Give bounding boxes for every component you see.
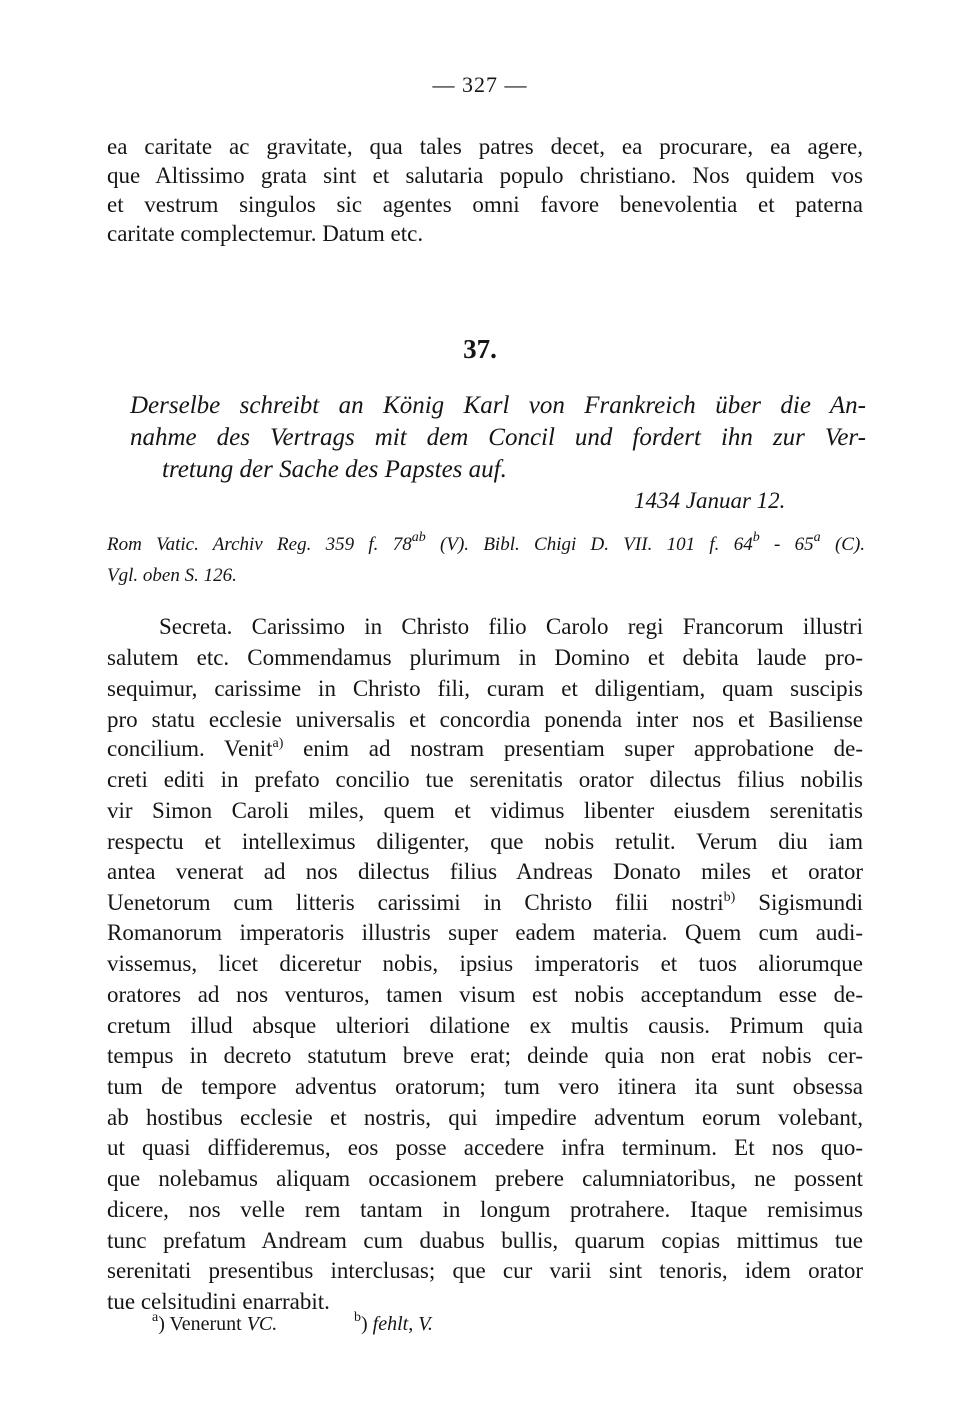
text-line: ab hostibus ecclesie et nostris, qui impedire adventum eorum volebant, bbox=[107, 1105, 863, 1130]
regest-line: Derselbe schreibt an König Karl von Frankreich über die An- bbox=[130, 392, 866, 419]
text-line: creti editi in prefato concilio tue serenitatis orator dilectus filius nobilis bbox=[107, 767, 863, 792]
text-line: tue celsitudini enarrabit. bbox=[107, 1289, 330, 1314]
regest-line: tretung der Sache des Papstes auf. bbox=[162, 456, 507, 483]
text-line: ea caritate ac gravitate, qua tales patres decet, ea procurare, ea agere, bbox=[107, 134, 863, 159]
text-line: Romanorum imperatoris illustris super eadem materia. Quem cum audi- bbox=[107, 920, 863, 945]
text-line: caritate complectemur. Datum etc. bbox=[107, 221, 424, 246]
document-number: 37. bbox=[463, 334, 497, 364]
text-line: dicere, nos velle rem tantam in longum protrahere. Itaque remisimus bbox=[107, 1197, 863, 1222]
text-line: salutem etc. Commendamus plurimum in Domino et debita laude pro- bbox=[107, 645, 863, 670]
text-line: oratores ad nos venturos, tamen visum est nobis acceptandum esse de- bbox=[107, 982, 863, 1007]
text-line: tempus in decreto statutum breve erat; deinde quia non erat nobis cer- bbox=[107, 1043, 863, 1068]
text-line: tum de tempore adventus oratorum; tum vero itinera ita sunt obsessa bbox=[107, 1074, 863, 1099]
text-line: tunc prefatum Andream cum duabus bullis, quarum copias mittimus tue bbox=[107, 1228, 863, 1253]
text-line: que nolebamus aliquam occasionem prebere calumniatoribus, ne possent bbox=[107, 1166, 863, 1191]
document-date: 1434 Januar 12. bbox=[634, 488, 786, 513]
footnote-ref-b[interactable]: b) bbox=[723, 890, 736, 905]
text-line: sequimur, carissime in Christo fili, curam et diligentiam, quam suscipis bbox=[107, 676, 863, 701]
regest-line: nahme des Vertrags mit dem Concil und fordert ihn zur Ver- bbox=[130, 424, 866, 451]
footnote-a: $^a$) Venerunt VC. bbox=[152, 1310, 278, 1335]
footnote-b: $^b$) fehlt, V. bbox=[354, 1310, 433, 1335]
page-number: — 327 — bbox=[432, 72, 528, 97]
text-line: Secreta. Carissimo in Christo filio Carolo regi Francorum illustri bbox=[159, 614, 863, 639]
text-line: serenitati presentibus interclusas; que cur varii sint tenoris, idem orator bbox=[107, 1258, 863, 1283]
text-line: vir Simon Caroli miles, quem et vidimus libenter eiusdem serenitatis bbox=[107, 798, 863, 823]
text-line: et vestrum singulos sic agentes omni favore benevolentia et paterna bbox=[107, 192, 863, 217]
text-line: respectu et intelleximus diligenter, que nobis retulit. Verum diu iam bbox=[107, 829, 863, 854]
footnote-ref-a[interactable]: a) bbox=[272, 736, 284, 751]
text-line: pro statu ecclesie universalis et concordia ponenda inter nos et Basiliense bbox=[107, 707, 863, 732]
source-line: Rom Vatic. Archiv Reg. 359 f. $78^{ab}$ (V). Bibl. Chigi D. VII. 101 f. 64$^b$ - 65$^a$ (C). bbox=[107, 530, 866, 555]
text-line: ut quasi diffideremus, eos posse accedere infra terminum. Et nos quo- bbox=[107, 1135, 863, 1160]
text-line: Uenetorum cum litteris carissimi in Christo filii nostri$^{b)}$ Sigismundi bbox=[107, 890, 863, 915]
text-line: vissemus, licet diceretur nobis, ipsius imperatoris et tuos aliorumque bbox=[107, 951, 863, 976]
source-line: Vgl. oben S. 126. bbox=[107, 565, 237, 586]
text-line: que Altissimo grata sint et salutaria populo christiano. Nos quidem vos bbox=[107, 163, 863, 188]
text-line: antea venerat ad nos dilectus filius Andreas Donato miles et orator bbox=[107, 859, 863, 884]
text-line: concilium. Venit$^{a)}$ enim ad nostram presentiam super approbatione de- bbox=[107, 736, 863, 761]
text-line: cretum illud absque ulteriori dilatione ex multis causis. Primum quia bbox=[107, 1013, 863, 1038]
